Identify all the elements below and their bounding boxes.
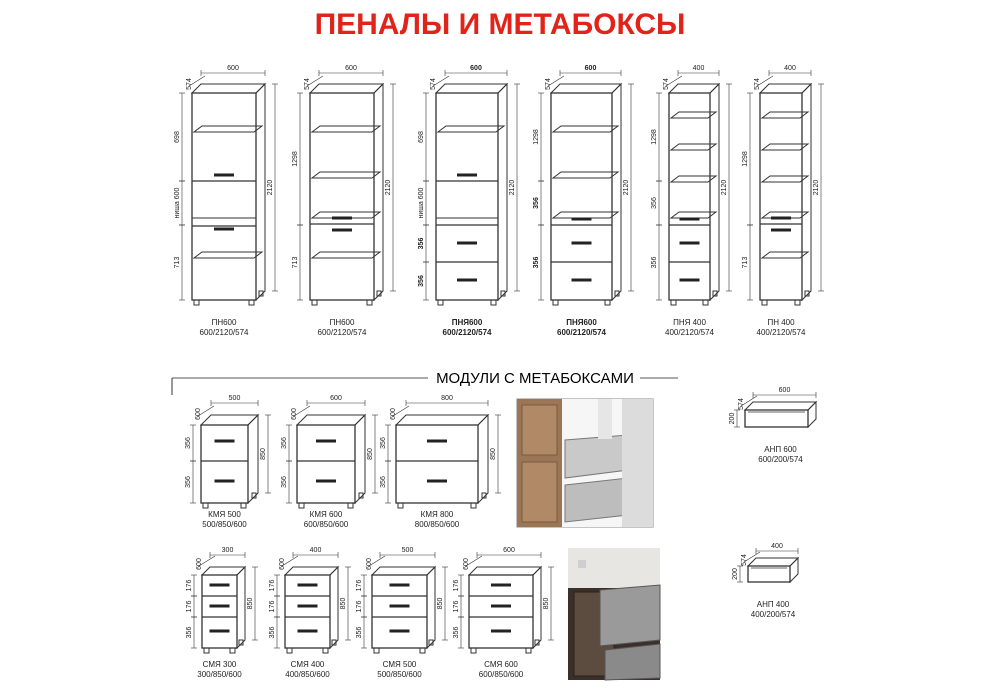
- leg-icon: [194, 300, 199, 305]
- dimension-label: 850: [367, 448, 374, 460]
- base-unit: [356, 547, 448, 679]
- unit-size: 600/200/574: [758, 455, 803, 464]
- dimension-label: 400: [771, 543, 783, 550]
- cabinet-side: [808, 402, 816, 427]
- unit-size: 500/850/600: [377, 670, 422, 679]
- handle-icon: [390, 605, 410, 608]
- cabinet-front: [201, 425, 248, 503]
- dimension-label: 176: [269, 579, 276, 592]
- dimension-label: 2120: [623, 179, 630, 196]
- cabinet-side: [612, 84, 621, 300]
- leg-icon: [420, 648, 425, 653]
- handle-icon: [572, 218, 592, 221]
- handle-icon: [316, 440, 336, 443]
- dimension-label: 574: [738, 398, 745, 410]
- shelf-line: [671, 144, 716, 150]
- unit-name: ПНЯ 400: [673, 318, 706, 327]
- dimension-label: 400: [309, 547, 322, 554]
- cabinet-front: [748, 566, 790, 582]
- handle-icon: [214, 228, 234, 231]
- leg-icon: [762, 300, 767, 305]
- handle-icon: [427, 480, 447, 483]
- dimension-label: 574: [754, 78, 761, 90]
- dimension-label: 500: [401, 547, 414, 554]
- wood-front: [522, 462, 557, 522]
- unit-name: КМЯ 600: [309, 510, 343, 519]
- dimension-label: 600: [390, 408, 397, 420]
- unit-name: КМЯ 800: [420, 510, 454, 519]
- dimension-label: 2120: [385, 179, 392, 196]
- drawer-side: [565, 478, 628, 522]
- leg-icon: [241, 503, 246, 508]
- metabox-drawer: [729, 387, 816, 464]
- tall-unit: [533, 65, 634, 337]
- dimension-label: 600: [470, 65, 482, 72]
- unit-size: 600/2120/574: [442, 328, 492, 337]
- cabinet-side: [248, 415, 258, 503]
- drawer-side: [565, 435, 628, 478]
- leg-icon: [367, 300, 372, 305]
- dimension-label: 356: [269, 626, 276, 639]
- cabinet-top: [469, 567, 541, 575]
- dimension-label: 600: [778, 387, 791, 394]
- dimension-label: 400: [692, 65, 705, 72]
- dimension-label: 176: [453, 579, 460, 592]
- handle-icon: [215, 440, 235, 443]
- unit-name: ПН 400: [767, 318, 795, 327]
- dimension-label: 574: [663, 78, 670, 90]
- dimension-label: 574: [186, 78, 193, 90]
- handle-icon: [771, 229, 791, 232]
- dimension-label: 356: [380, 476, 387, 488]
- handle-icon: [491, 630, 511, 633]
- cabinet-front: [297, 425, 355, 503]
- dimension-label: 600: [584, 65, 597, 72]
- unit-size: 600/2120/574: [317, 328, 367, 337]
- handle-icon: [457, 174, 477, 177]
- dimension-label: 176: [453, 600, 460, 613]
- cabinet-top: [551, 84, 621, 93]
- dimension-label: ниша 600: [418, 187, 425, 219]
- dimension-label: 850: [247, 597, 254, 610]
- unit-name: СМЯ 300: [202, 660, 237, 669]
- dimension-label: 200: [729, 412, 736, 425]
- cabinet-top: [297, 415, 365, 425]
- unit-name: АНП 600: [764, 445, 797, 454]
- unit-size: 600/2120/574: [199, 328, 249, 337]
- leg-icon: [605, 300, 610, 305]
- dimension-label: 574: [304, 78, 311, 90]
- shelf-line: [671, 112, 716, 118]
- handle-icon: [457, 279, 477, 282]
- dimension-label: 356: [281, 476, 288, 488]
- shelf-line: [312, 252, 380, 258]
- leg-icon: [491, 300, 496, 305]
- cabinet-top: [192, 84, 265, 93]
- unit-name: СМЯ 600: [484, 660, 518, 669]
- leg-icon: [471, 648, 476, 653]
- leg-icon: [471, 503, 476, 508]
- metabox-photo-1: [517, 399, 653, 527]
- cabinet-side: [330, 567, 338, 648]
- dimension-label: 356: [185, 476, 192, 488]
- dimension-label: 600: [345, 65, 357, 72]
- dimension-label: 2120: [813, 179, 820, 196]
- dimension-label: 713: [174, 256, 181, 269]
- dimension-label: 356: [651, 256, 658, 269]
- dimension-label: 356: [651, 197, 658, 209]
- cabinet-side: [533, 567, 541, 648]
- leg-icon: [230, 648, 235, 653]
- base-unit: [186, 547, 258, 679]
- dimension-label: 1298: [533, 129, 540, 145]
- dimension-label: 200: [732, 568, 739, 580]
- handle-icon: [427, 440, 447, 443]
- leg-icon: [287, 648, 292, 653]
- handle-icon: [578, 560, 586, 568]
- leg-icon: [438, 300, 443, 305]
- handle-icon: [332, 217, 352, 220]
- dimension-label: 850: [260, 448, 267, 460]
- dimension-label: 600: [291, 408, 298, 420]
- shelf-line: [762, 144, 808, 150]
- dimension-label: 176: [186, 600, 193, 613]
- leg-icon: [553, 300, 558, 305]
- shelf-line: [762, 112, 808, 118]
- handle-icon: [215, 480, 235, 483]
- handle-icon: [210, 605, 230, 608]
- dimension-label: 176: [356, 600, 363, 613]
- cabinet-top: [436, 84, 507, 93]
- base-unit: [185, 395, 271, 529]
- drawer-side: [600, 585, 660, 646]
- unit-name: СМЯ 500: [382, 660, 417, 669]
- handle-icon: [491, 605, 511, 608]
- dimension-label: 356: [185, 437, 192, 449]
- dimension-label: 600: [463, 558, 470, 570]
- dimension-label: 600: [195, 408, 202, 420]
- cabinet-side: [374, 84, 383, 300]
- dimension-label: 574: [545, 78, 552, 90]
- handle-icon: [390, 584, 410, 587]
- shelf-line: [194, 126, 262, 132]
- dimension-label: 356: [356, 626, 363, 639]
- cabinet-front: [745, 410, 808, 427]
- dimension-label: 2120: [267, 179, 274, 196]
- cabinet-side: [498, 84, 507, 300]
- cabinet-side: [256, 84, 265, 300]
- handle-icon: [390, 630, 410, 633]
- tall-unit: [292, 65, 396, 337]
- dimension-label: 2120: [509, 179, 516, 196]
- unit-name: ПН600: [329, 318, 355, 327]
- drawer-side: [605, 644, 660, 680]
- shelf-panel: [598, 399, 612, 439]
- cabinet-top: [745, 402, 816, 410]
- dimension-label: 600: [503, 547, 515, 554]
- shelf-line: [312, 126, 380, 132]
- unit-name: ПНЯ600: [451, 318, 483, 327]
- handle-icon: [298, 630, 318, 633]
- metabox-drawer: [732, 543, 798, 619]
- leg-icon: [526, 648, 531, 653]
- shelf-line: [438, 126, 504, 132]
- shelf-line: [553, 212, 618, 218]
- cabinet-top: [310, 84, 383, 93]
- unit-size: 400/2120/574: [665, 328, 714, 337]
- unit-size: 400/2120/574: [756, 328, 806, 337]
- unit-name: АНП 400: [756, 600, 790, 609]
- leg-icon: [671, 300, 676, 305]
- leg-icon: [374, 648, 379, 653]
- dimension-label: 600: [366, 558, 373, 570]
- cabinet-front: [192, 93, 256, 300]
- leg-icon: [249, 300, 254, 305]
- handle-icon: [316, 480, 336, 483]
- unit-name: КМЯ 500: [208, 510, 241, 519]
- handle-icon: [214, 174, 234, 177]
- base-unit: [453, 547, 554, 679]
- cabinet-top: [285, 567, 338, 575]
- cabinet-front: [396, 425, 478, 503]
- unit-name: ПНЯ600: [566, 318, 597, 327]
- dimension-label: 400: [784, 65, 796, 72]
- cabinet-door: [622, 399, 653, 527]
- cabinet-side: [427, 567, 435, 648]
- base-unit: [380, 395, 501, 529]
- base-unit: [269, 547, 351, 679]
- shelf-line: [762, 252, 808, 258]
- unit-size: 600/2120/574: [557, 328, 606, 337]
- dimension-label: 356: [186, 626, 193, 639]
- dimension-label: 850: [543, 597, 550, 610]
- dimension-label: 356: [380, 437, 387, 449]
- unit-size: 500/850/600: [202, 520, 247, 529]
- cabinet-top: [372, 567, 435, 575]
- dimension-label: 574: [430, 78, 437, 90]
- cabinet-side: [478, 415, 488, 503]
- dimension-label: 600: [330, 395, 342, 402]
- dimension-label: 1298: [742, 151, 749, 167]
- shelf-line: [312, 172, 380, 178]
- tall-unit: [418, 65, 520, 337]
- shelf-line: [671, 176, 716, 182]
- dimension-label: 800: [441, 395, 453, 402]
- unit-name: ПН600: [211, 318, 237, 327]
- section-label: МОДУЛИ С МЕТАБОКСАМИ: [430, 370, 640, 387]
- cabinet-front: [310, 93, 374, 300]
- dimension-label: 850: [340, 597, 347, 610]
- shelf-line: [671, 212, 716, 218]
- handle-icon: [680, 279, 700, 282]
- tall-unit: [174, 65, 278, 337]
- leg-icon: [204, 648, 209, 653]
- handle-icon: [771, 217, 791, 220]
- cabinet-front: [551, 93, 612, 300]
- cabinet-top: [396, 415, 488, 425]
- unit-size: 600/850/600: [303, 520, 349, 529]
- dimension-label: 2120: [721, 179, 728, 196]
- dimension-label: 1298: [651, 129, 658, 145]
- unit-size: 300/850/600: [197, 670, 242, 679]
- dimension-label: 850: [490, 448, 497, 460]
- cabinet-side: [237, 567, 245, 648]
- tall-unit: [742, 65, 824, 337]
- shelf-line: [553, 126, 618, 132]
- unit-size: 400/200/574: [750, 610, 796, 619]
- leg-icon: [398, 503, 403, 508]
- leg-icon: [795, 300, 800, 305]
- dimension-label: 176: [269, 600, 276, 613]
- tall-unit: [651, 65, 732, 337]
- handle-icon: [680, 242, 700, 245]
- leg-icon: [312, 300, 317, 305]
- dimension-label: 356: [453, 626, 460, 639]
- cabinet-front: [760, 93, 802, 300]
- handle-icon: [680, 218, 700, 221]
- dimension-label: 600: [279, 558, 286, 570]
- leg-icon: [323, 648, 328, 653]
- unit-size: 800/850/600: [414, 520, 460, 529]
- metabox-photo-2: [568, 548, 660, 680]
- page-title: ПЕНАЛЫ И МЕТАБОКСЫ: [314, 8, 686, 41]
- dimension-label: 356: [533, 256, 540, 269]
- cabinet-front: [669, 93, 710, 300]
- cabinet-side: [790, 558, 798, 582]
- cabinet-side: [710, 84, 719, 300]
- handle-icon: [210, 584, 230, 587]
- wood-front: [522, 405, 557, 455]
- shelf-line: [762, 176, 808, 182]
- shelf-line: [553, 172, 618, 178]
- cabinet-front: [436, 93, 498, 300]
- dimension-label: 500: [228, 395, 241, 402]
- leg-icon: [703, 300, 708, 305]
- unit-size: 400/850/600: [285, 670, 330, 679]
- dimension-label: 713: [742, 256, 749, 269]
- dimension-label: 850: [437, 597, 444, 610]
- dimension-label: 300: [221, 547, 234, 554]
- shelf-line: [194, 252, 262, 258]
- leg-icon: [203, 503, 208, 508]
- dimension-label: 600: [227, 65, 239, 72]
- dimension-label: 176: [356, 579, 363, 592]
- dimension-label: 698: [418, 131, 425, 143]
- dimension-label: 356: [533, 197, 540, 209]
- dimension-label: 698: [174, 131, 181, 143]
- dimension-label: 574: [741, 554, 748, 566]
- handle-icon: [457, 242, 477, 245]
- handle-icon: [332, 229, 352, 232]
- dimension-label: 356: [418, 237, 425, 250]
- leg-icon: [299, 503, 304, 508]
- dimension-label: 713: [292, 256, 299, 269]
- unit-name: СМЯ 400: [290, 660, 325, 669]
- dimension-label: 356: [281, 437, 288, 449]
- handle-icon: [298, 605, 318, 608]
- cabinet-side: [802, 84, 811, 300]
- unit-size: 600/850/600: [478, 670, 524, 679]
- dimension-label: 176: [186, 579, 193, 592]
- handle-icon: [298, 584, 318, 587]
- handle-icon: [572, 279, 592, 282]
- dimension-label: 600: [196, 558, 203, 570]
- base-unit: [281, 395, 378, 529]
- dimension-label: 356: [418, 275, 425, 287]
- dimension-label: ниша 600: [174, 187, 181, 219]
- cabinet-side: [355, 415, 365, 503]
- handle-icon: [572, 242, 592, 245]
- leg-icon: [348, 503, 353, 508]
- dimension-label: 1298: [292, 151, 299, 167]
- handle-icon: [491, 584, 511, 587]
- handle-icon: [210, 630, 230, 633]
